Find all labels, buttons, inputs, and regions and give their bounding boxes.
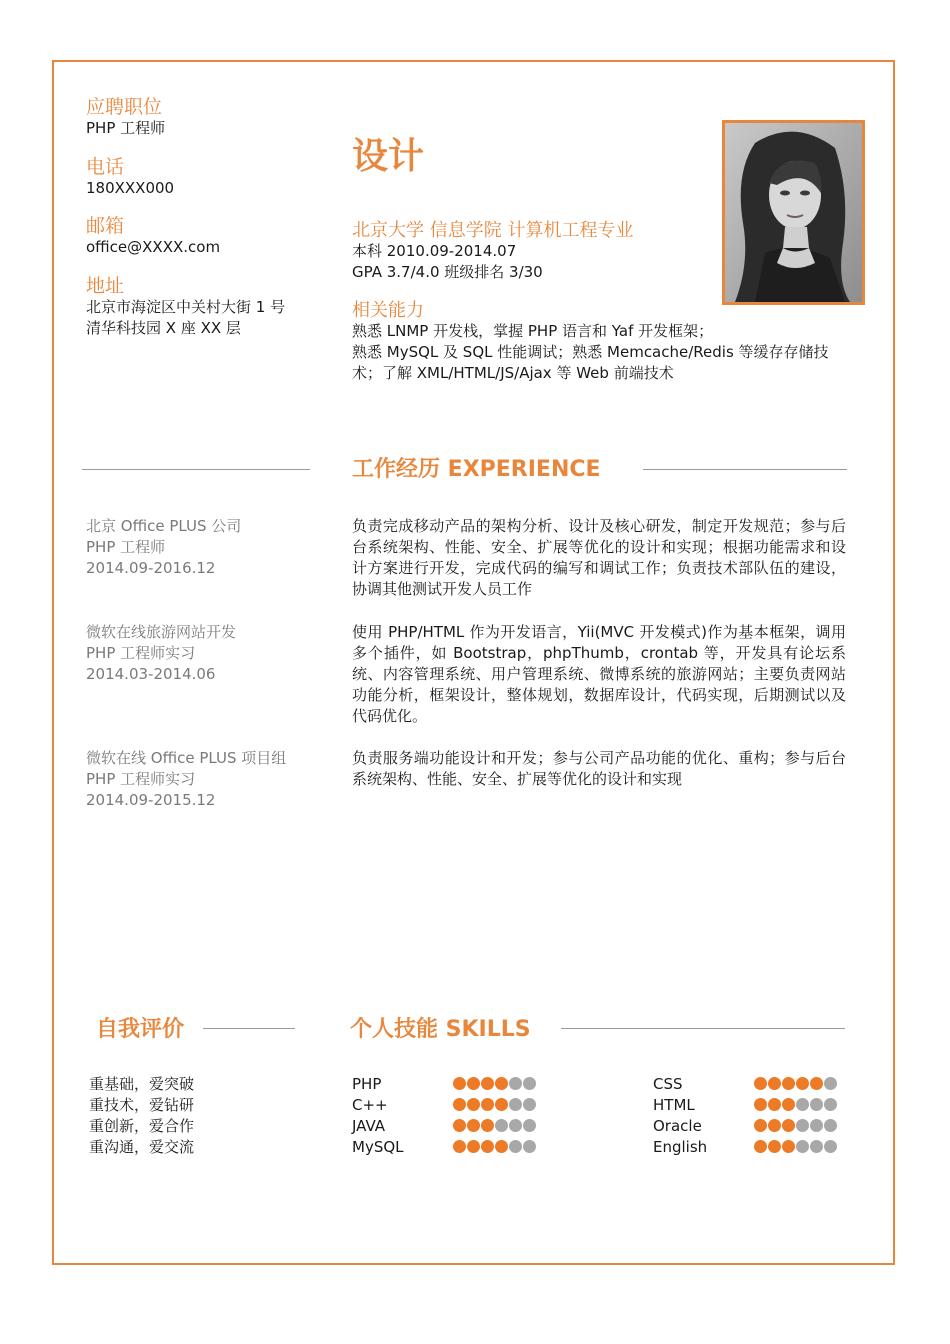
exp-1-role: PHP 工程师: [86, 538, 166, 556]
abilities-line-2: 熟悉 MySQL 及 SQL 性能调试；熟悉 Memcache/Redis 等缓存存储技: [352, 343, 829, 361]
skill-left-3-name: JAVA: [352, 1117, 386, 1135]
rating-dot: [523, 1098, 536, 1111]
rating-dot: [453, 1119, 466, 1132]
rating-dot: [810, 1140, 823, 1153]
abilities-line-1: 熟悉 LNMP 开发栈，掌握 PHP 语言和 Yaf 开发框架；: [352, 322, 714, 340]
position-label: 应聘职位: [86, 96, 163, 118]
rating-dot: [495, 1098, 508, 1111]
skill-right-1-rating: [754, 1077, 837, 1090]
rating-dot: [796, 1098, 809, 1111]
rating-dot: [796, 1119, 809, 1132]
portrait-image: [725, 123, 862, 302]
rating-dot: [481, 1119, 494, 1132]
rating-dot: [481, 1077, 494, 1090]
rating-dot: [768, 1098, 781, 1111]
rating-dot: [796, 1140, 809, 1153]
rating-dot: [810, 1098, 823, 1111]
skill-right-3-name: Oracle: [653, 1117, 702, 1135]
skill-left-1-name: PHP: [352, 1075, 382, 1093]
rating-dot: [509, 1140, 522, 1153]
rating-dot: [509, 1119, 522, 1132]
rating-dot: [495, 1140, 508, 1153]
skill-left-1-rating: [453, 1077, 536, 1090]
exp-2-period: 2014.03-2014.06: [86, 665, 216, 683]
skill-right-4-rating: [754, 1140, 837, 1153]
experience-rule-left: [82, 469, 310, 470]
exp-1-description: 负责完成移动产品的架构分析、设计及核心研发，制定开发规范；参与后台系统架构、性能、安全、扩展等优化的设计和实现；根据功能需求和设计方案进行开发，完成代码的编写和调试工作；负责技术部队伍的建设，协调其他测试开发人员工作: [352, 517, 846, 598]
rating-dot: [467, 1098, 480, 1111]
self-eval-item-4: 重沟通，爱交流: [89, 1138, 195, 1156]
skill-left-3-rating: [453, 1119, 536, 1132]
skills-heading: 个人技能 SKILLS: [350, 1017, 531, 1042]
exp-2-description: 使用 PHP/HTML 作为开发语言，Yii(MVC 开发模式)作为基本框架，调用多个插件，如 Bootstrap，phpThumb，crontab 等，开发具有论坛系统、内容管理系统、用户管理系统、微博系统的旅游网站；主要负责网站功能分析，框架设计，整体规划，数据库设计，代码实现，后期测试以及代码优化。: [352, 623, 846, 725]
self-eval-item-2: 重技术，爱钻研: [89, 1096, 195, 1114]
self-eval-rule: [203, 1028, 295, 1029]
rating-dot: [810, 1077, 823, 1090]
rating-dot: [754, 1098, 767, 1111]
abilities-line-3: 术；了解 XML/HTML/JS/Ajax 等 Web 前端技术: [352, 364, 674, 382]
exp-3-description: 负责服务端功能设计和开发；参与公司产品功能的优化、重构；参与后台系统架构、性能、安全、扩展等优化的设计和实现: [352, 749, 846, 788]
rating-dot: [782, 1077, 795, 1090]
rating-dot: [754, 1077, 767, 1090]
email-label: 邮箱: [86, 215, 125, 237]
rating-dot: [467, 1140, 480, 1153]
rating-dot: [481, 1140, 494, 1153]
rating-dot: [509, 1077, 522, 1090]
education-gpa: GPA 3.7/4.0 班级排名 3/30: [352, 263, 543, 281]
education-school: 北京大学 信息学院 计算机工程专业: [352, 220, 634, 241]
rating-dot: [453, 1140, 466, 1153]
exp-2-role: PHP 工程师实习: [86, 644, 196, 662]
rating-dot: [768, 1140, 781, 1153]
rating-dot: [796, 1077, 809, 1090]
rating-dot: [768, 1077, 781, 1090]
skill-left-2-rating: [453, 1098, 536, 1111]
skill-right-1-name: CSS: [653, 1075, 683, 1093]
position-value: PHP 工程师: [86, 119, 166, 137]
rating-dot: [754, 1119, 767, 1132]
address-line-2: 清华科技园 X 座 XX 层: [86, 319, 241, 337]
rating-dot: [824, 1119, 837, 1132]
self-eval-heading: 自我评价: [96, 1017, 185, 1042]
address-label: 地址: [86, 275, 125, 297]
experience-heading: 工作经历 EXPERIENCE: [352, 457, 601, 482]
rating-dot: [467, 1119, 480, 1132]
rating-dot: [495, 1119, 508, 1132]
rating-dot: [509, 1098, 522, 1111]
experience-rule-right: [643, 469, 847, 470]
exp-3-period: 2014.09-2015.12: [86, 791, 216, 809]
exp-3-company: 微软在线 Office PLUS 项目组: [86, 749, 287, 767]
rating-dot: [824, 1098, 837, 1111]
skill-right-3-rating: [754, 1119, 837, 1132]
skill-left-4-rating: [453, 1140, 536, 1153]
rating-dot: [810, 1119, 823, 1132]
skill-right-2-name: HTML: [653, 1096, 695, 1114]
rating-dot: [824, 1077, 837, 1090]
skills-rule: [561, 1028, 845, 1029]
resume-title: 设计: [352, 136, 425, 177]
address-line-1: 北京市海淀区中关村大街 1 号: [86, 298, 286, 316]
exp-3-role: PHP 工程师实习: [86, 770, 196, 788]
rating-dot: [782, 1119, 795, 1132]
rating-dot: [782, 1140, 795, 1153]
phone-value: 180XXX000: [86, 179, 175, 197]
rating-dot: [754, 1140, 767, 1153]
rating-dot: [481, 1098, 494, 1111]
rating-dot: [453, 1077, 466, 1090]
exp-1-period: 2014.09-2016.12: [86, 559, 216, 577]
rating-dot: [523, 1077, 536, 1090]
rating-dot: [523, 1140, 536, 1153]
profile-photo: [722, 120, 865, 305]
email-value: office@XXXX.com: [86, 238, 221, 256]
skill-left-2-name: C++: [352, 1096, 388, 1114]
rating-dot: [768, 1119, 781, 1132]
skill-right-4-name: English: [653, 1138, 708, 1156]
rating-dot: [782, 1098, 795, 1111]
education-degree: 本科 2010.09-2014.07: [352, 242, 517, 260]
rating-dot: [523, 1119, 536, 1132]
skill-right-2-rating: [754, 1098, 837, 1111]
rating-dot: [824, 1140, 837, 1153]
exp-1-company: 北京 Office PLUS 公司: [86, 517, 242, 535]
skill-left-4-name: MySQL: [352, 1138, 404, 1156]
self-eval-item-1: 重基础，爱突破: [89, 1075, 195, 1093]
rating-dot: [495, 1077, 508, 1090]
exp-2-company: 微软在线旅游网站开发: [86, 623, 237, 641]
self-eval-item-3: 重创新，爱合作: [89, 1117, 195, 1135]
abilities-label: 相关能力: [352, 300, 424, 321]
rating-dot: [467, 1077, 480, 1090]
rating-dot: [453, 1098, 466, 1111]
phone-label: 电话: [86, 156, 125, 178]
